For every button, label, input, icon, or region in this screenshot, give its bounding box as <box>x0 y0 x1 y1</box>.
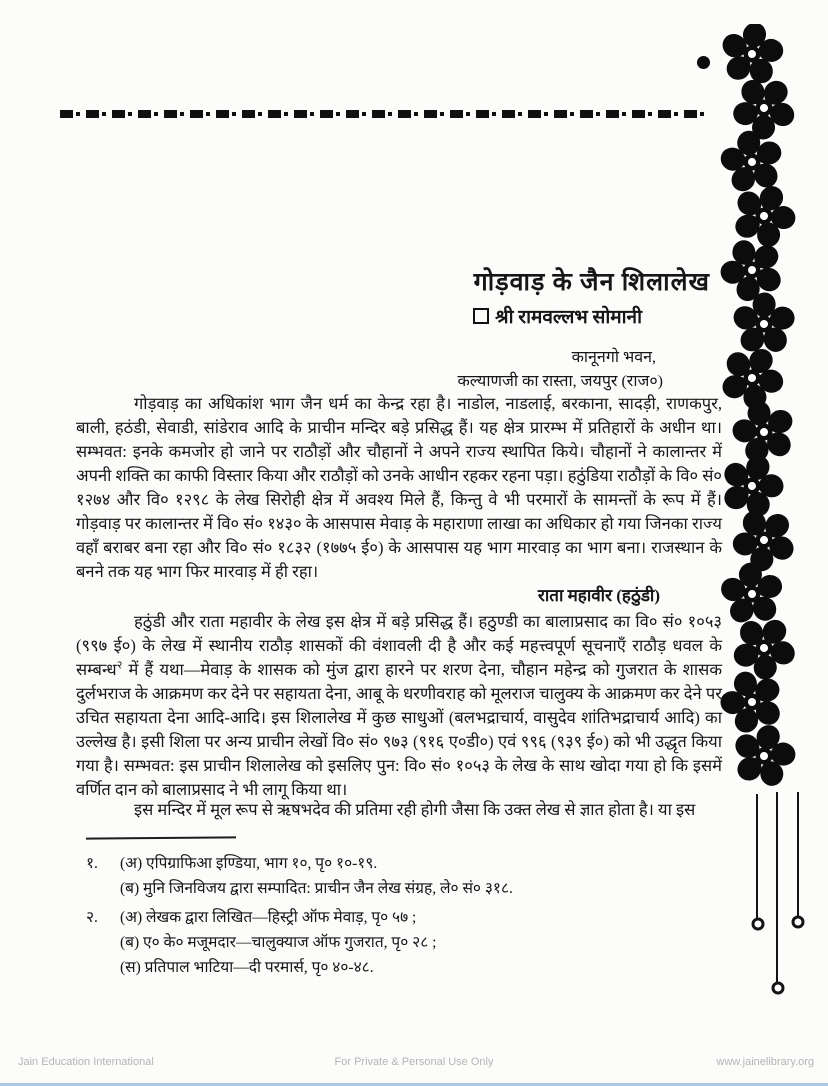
section-heading: राता महावीर (हठुंडी) <box>537 586 660 605</box>
footnote-1 <box>86 851 666 901</box>
footnote-2 <box>86 905 666 980</box>
footnote-line: (अ) एपिग्राफिआ इण्डिया, भाग १०, पृ० १०-१९. <box>120 855 378 872</box>
footnote-number: १. <box>86 855 98 872</box>
author-square-icon <box>473 308 489 324</box>
footer-publisher-text: Jain Education International <box>18 1056 154 1068</box>
paragraph-2-text-b: में हैं यथा—मेवाड़ के शासक को मुंज द्वारा हारने पर शरण देना, चौहान महेन्द्र को गुजरात के शासक दुर्लभराज के आक्रमण कर देने पर सहायता देना, आबू के धरणीवराह को मूलराज चालुक्य के आक्रमण कर देने पर उचित सहायता देना आदि-आदि। इस शिलालेख में कुछ साधुओं (बलभद्राचार्य, वासुदेव शांतिभद्राचार्य आदि) का उल्लेख है। इसी शिला पर अन्य प्राचीन लेखों वि० सं० ९७३ (९१६ ए०डी०) एवं ९९६ (९३९ ई०) को भी उद्धृत किया गया है। सम्भवत: इस प्राचीन शिलालेख को इसलिए पुन: वि० सं० १०५३ के लेख के साथ खोदा गया हो कि इसमें वर्णित दान को बालाप्रसाद ने भी लागू किया था। <box>76 660 722 799</box>
footnote-reference-2: २ <box>116 659 123 672</box>
dash-dot-divider-icon <box>60 110 706 118</box>
footnote-line: (ब) मुनि जिनविजय द्वारा सम्पादित: प्राचीन जैन लेख संग्रह, ले० सं० ३१८. <box>120 880 513 897</box>
author-byline <box>473 303 642 329</box>
footer-usage-text: For Private & Personal Use Only <box>334 1056 494 1068</box>
address-line-1: कानूनगो भवन, <box>571 349 656 366</box>
footnote-line: (अ) लेखक द्वारा लिखित—हिस्ट्री ऑफ मेवाड़, पृ० ५७ ; <box>120 909 417 926</box>
paragraph-2-text-a: हठुंडी और राता महावीर के लेख इस क्षेत्र में बड़े प्रसिद्ध हैं। हठुण्डी का बालाप्रसाद का वि० सं० १०५३ (९९७ ई०) के लेख में स्थानीय राठौड़ शासकों की वंशावली दी है और कई महत्त्वपूर्ण सूचनाएँ राठौड़ धवल के सम्बन्ध <box>76 612 722 679</box>
footnote-number: २. <box>86 909 98 926</box>
footnotes-block <box>86 851 666 984</box>
paragraph-3: इस मन्दिर में मूल रूप से ऋषभदेव की प्रतिमा रही होगी जैसा कि उक्त लेख से ज्ञात होता है। या इस <box>134 800 696 819</box>
footnote-line: (स) प्रतिपाल भाटिया—दी परमार्स, पृ० ४०-४८. <box>120 959 374 976</box>
footnote-line: (ब) ए० के० मजूमदार—चालुक्याज ऑफ गुजरात, पृ० २८ ; <box>120 934 437 951</box>
paragraph-2 <box>76 610 722 802</box>
author-name: श्री रामवल्लभ सोमानी <box>495 307 642 328</box>
article-title: गोड़वाड़ के जैन शिलालेख <box>473 269 710 296</box>
footer-website-url: www.jainelibrary.org <box>716 1056 814 1068</box>
footnote-separator <box>86 836 236 839</box>
address-line-2: कल्याणजी का रास्ता, जयपुर (राज०) <box>457 373 663 390</box>
paragraph-1: गोड़वाड़ का अधिकांश भाग जैन धर्म का केन्द्र रहा है। नाडोल, नाडलाई, बरकाना, सादड़ी, राणकपुर, बाली, हठंडी, सेवाडी, सांडेराव आदि के प्राचीन मन्दिर बड़े प्रसिद्ध हैं। यह क्षेत्र प्रारम्भ में प्रतिहारों के अधीन था। सम्भवत: इनके कमजोर हो जाने पर राठौड़ों और चौहानों ने अपने राज्य स्थापित किये। चौहानों ने कालान्तर में अपनी शक्ति का काफी विस्तार किया और राठौड़ों को उनके आधीन रहकर रहना पड़ा। हठुंडिया राठौड़ों के वि० सं० १२७४ और वि० १२९८ के लेख सिरोही क्षेत्र में अवश्य मिले हैं, किन्तु वे भी परमारों के सामन्तों के रूप में हैं। गोड़वाड़ पर कालान्तर में वि० सं० १४३० के आसपास मेवाड़ के महाराणा लाखा का अधिकार हो गया जिनका राज्य वहाँ बराबर बना रहा और वि० सं० १८३२ (१७७५ ई०) के आसपास यह भाग मारवाड़ का भाग बना। राजस्थान के बनने तक यह भाग फिर मारवाड़ में ही रहा। <box>76 394 722 581</box>
